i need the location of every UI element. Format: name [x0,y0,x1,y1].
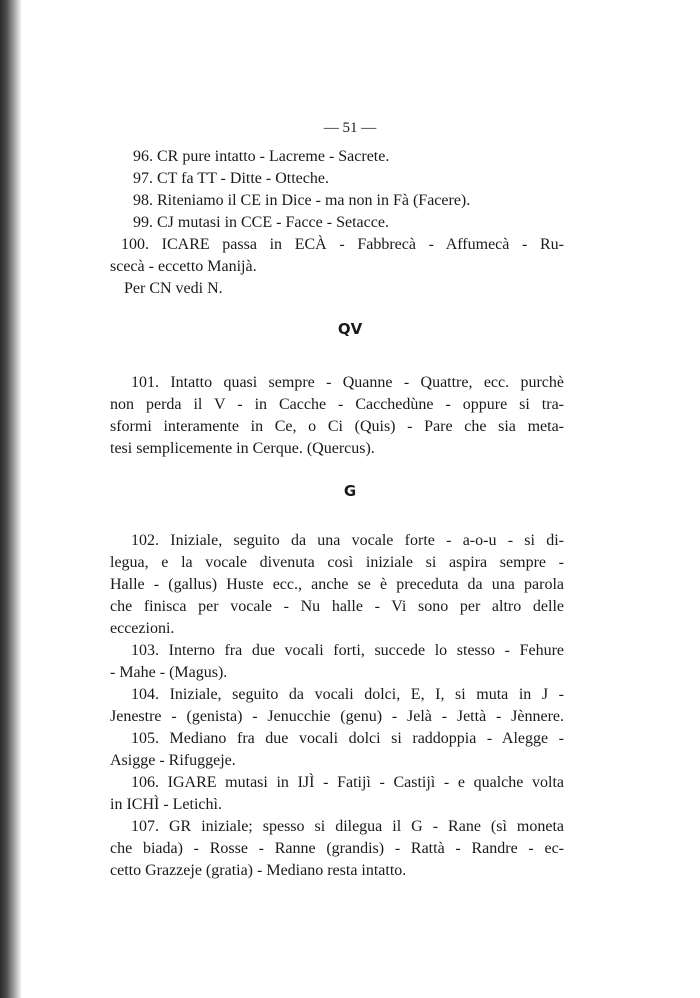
text-line: sformi interamente in Ce, o Ci (Quis) - Pare che sia meta- [110,418,564,435]
text-line: che biada) - Rosse - Ranne (grandis) - Rattà - Randre - ec- [110,840,564,857]
text-line: 104. Iniziale, seguito da vocali dolci, E, I, si muta in J - [131,686,564,703]
text-line: 102. Iniziale, seguito da una vocale forte - a-o-u - si di- [131,532,564,549]
text-line: che finisca per vocale - Nu halle - Vi sono per altro delle [110,598,564,615]
text-line: tesi semplicemente in Cerque. (Quercus). [110,440,375,457]
text-line: 101. Intatto quasi sempre - Quanne - Quattre, ecc. purchè [131,374,564,391]
text-line: 96. CR pure intatto - Lacreme - Sacrete. [133,148,390,165]
text-line: 107. GR iniziale; spesso si dilegua il G - Rane (sì moneta [131,818,564,835]
text-line: 103. Interno fra due vocali forti, succede lo stesso - Fehure [131,642,564,659]
text-line: - Mahe - (Magus). [110,664,228,681]
text-line: cetto Grazzeje (gratia) - Mediano resta intatto. [110,862,407,879]
section-heading-qv: QV [337,320,363,338]
text-line: scecà - eccetto Manijà. [110,258,257,275]
text-line: 99. CJ mutasi in CCE - Facce - Setacce. [133,214,389,231]
text-line: in ICHÌ - Letichì. [110,796,222,813]
text-line: non perda il V - in Cacche - Cacchedùne - oppure si tra- [110,396,564,413]
text-line: 98. Riteniamo il CE in Dice - ma non in Fà (Facere). [133,192,471,209]
text-line: Jenestre - (genista) - Jenucchie (genu) - Jelà - Jettà - Jènnere. [110,708,564,725]
text-line: Halle - (gallus) Huste ecc., anche se è preceduta da una parola [110,576,564,593]
text-line: 100. ICARE passa in ECÀ - Fabbrecà - Affumecà - Ru- [121,236,564,253]
page-number: — 51 — [323,120,377,136]
text-line: Asigge - Rifuggeje. [110,752,236,769]
text-line: 105. Mediano fra due vocali dolci si raddoppia - Alegge - [131,730,564,747]
text-line: Per CN vedi N. [124,280,223,297]
text-line: 97. CT fa TT - Ditte - Otteche. [133,170,329,187]
text-line: legua, e la vocale divenuta così iniziale si aspira sempre - [110,554,564,571]
text-line: 106. IGARE mutasi in IJÌ - Fatijì - Castijì - e qualche volta [131,774,564,791]
section-heading-g: G [343,482,357,500]
text-line: eccezioni. [110,620,175,637]
